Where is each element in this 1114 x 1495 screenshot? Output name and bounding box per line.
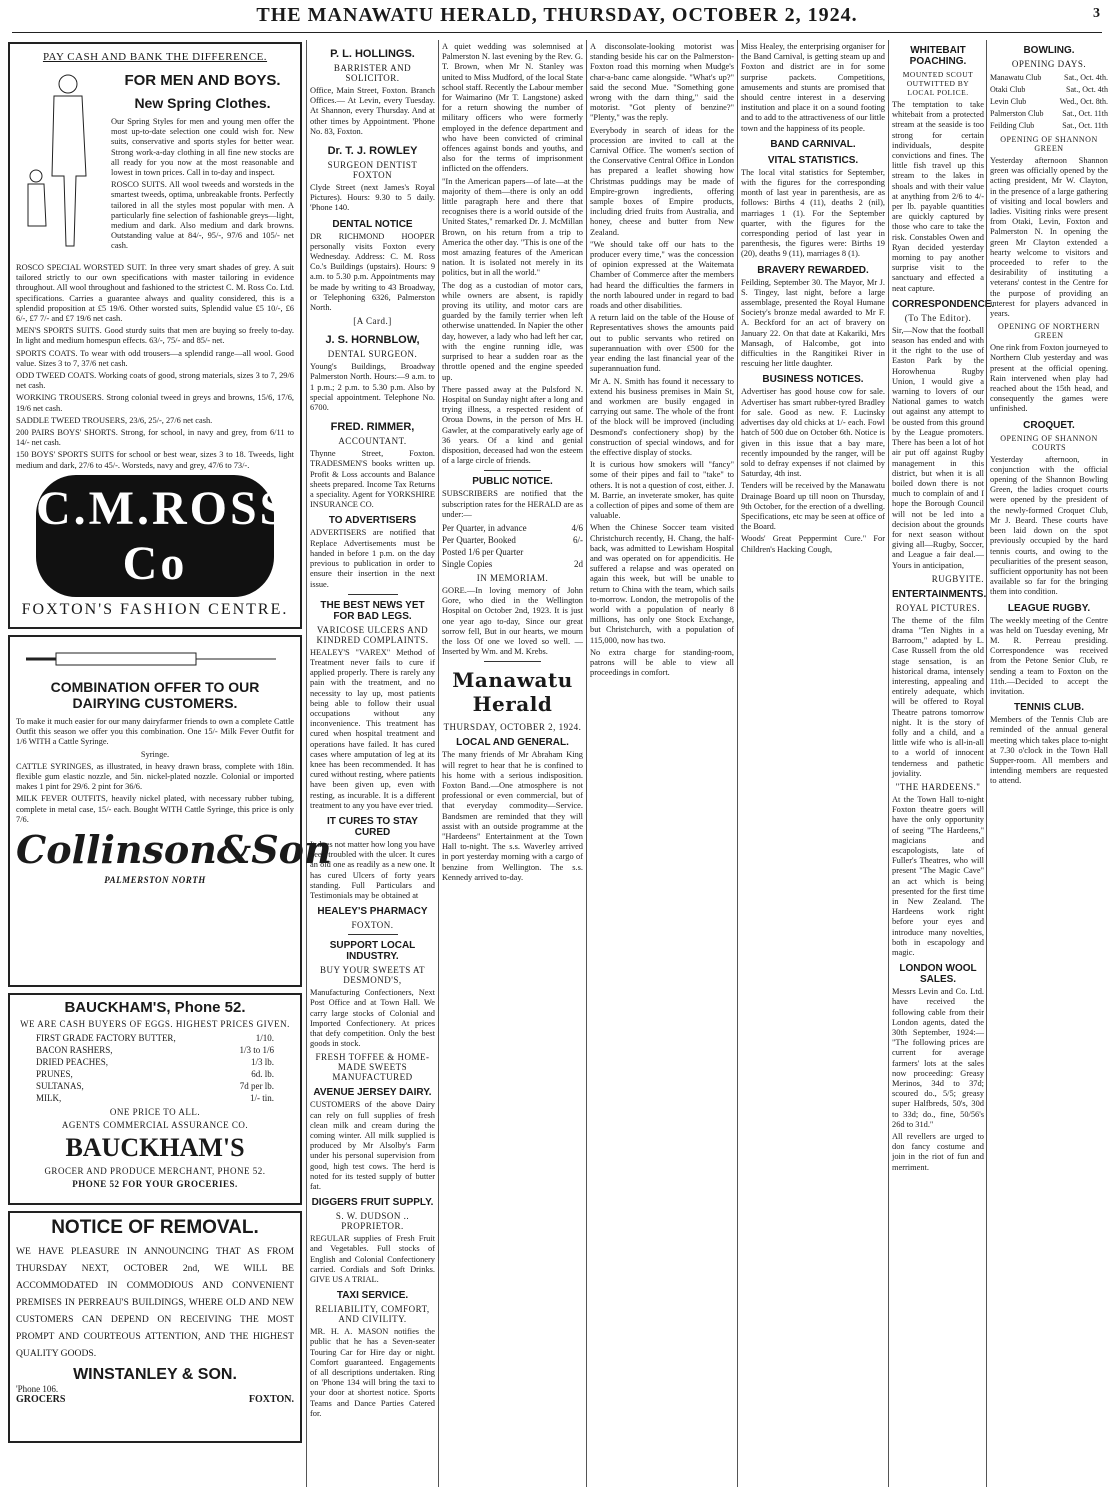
jersey-body: CUSTOMERS of the above Dairy can rely on full supplies of fresh clean milk and cream during the coming winter. All milk supplied is produced by Mr Alsolby's Farm under his personal supervision from good, high test cows. The herd is noted for its tested supply of butter fat. [310,1100,435,1192]
correspondence-title: CORRESPONDENCE. [892,298,995,310]
professional-column [310,40,435,1487]
top-banner: PAY CASH AND BANK THE DIFFERENCE. [42,51,268,63]
price-list [16,1032,294,1104]
business-title: BUSINESS NOTICES. [762,374,864,386]
vital-body: The local vital statistics for September, with the figures for the corresponding month of last year in parenthesis, are as follows: Births 4 (11), deaths 2 (nil), marriages 1 (1). For the September quarter, with the figures for the corresponding period of last year in parenthesis, the figures were: Births 19 (20), deaths 9 (11), marriages 8 (1). [741,167,885,259]
northern-green-body: One rink from Foxton journeyed to Northern Club yesterday and was present at the official opening. Rain intervened when play had reached about the 15th head, and consequently the games were unfinished. [990,343,1108,414]
hollings-sub: BARRISTER AND SOLICITOR. [333,63,412,83]
price-row: SULTANAS, 7d per lb. [36,1081,274,1091]
entertainments-title: ENTERTAINMENTS. [892,588,987,600]
removal-title: NOTICE OF REMOVAL. [51,1217,259,1238]
opening-days: OPENING DAYS. [1011,59,1087,69]
man-and-boy-illustration [16,66,111,261]
grocers-label: GROCERS [16,1394,66,1405]
hardeens-body: At the Town Hall to-night Foxton theatre goers will have the only opportunity of seeing "The Hardeens," magicians and escapologists, late of Fuller's Theatres, who will present "The Magic Cave" an act which is being presented for the first time in New Zealand. The Hardeens work right before your eyes and introduce many novelties, both in escapology and magic. [892,794,984,958]
motorist-item: A disconsolate-looking motorist was standing beside his car on the Palmerston-Foxton road this morning when Mudge's char-a-banc came alongside. "What's up?" said the second Mue. "Something gone wrong with the darn thing," said the motorist. "Got plenty of benzine?" "Plenty," was the reply. [590,42,734,123]
news-column-1 [442,40,583,1487]
sport-column [990,40,1108,1487]
removal-body: WE HAVE PLEASURE IN ANNOUNCING THAT AS FROM THURSDAY NEXT, OCTOBER 2nd, WE WILL BE ACCOMMODATED IN COMMODIOUS AND CONVENIENT PREMISES IN PERREAU'S BUILDINGS, WHERE OLD AND NEW CUSTOMERS CAN DEPEND ON RECEIVING THE MOST PROMPT AND COURTEOUS ATTENTION, AND THE HIGHEST QUALITY GOODS. [16,1246,294,1359]
rimmer-body: Thynne Street, Foxton. TRADESMEN'S books written up. Profit & Loss accounts and Balance sheets prepared. Income Tax Returns a speciality. Agent for YORKSHIRE INSURANCE CO. [310,449,435,510]
club-row: Manawatu Club Sat., Oct. 4th. [990,73,1108,82]
column-divider [986,40,987,1487]
diggers-title: DIGGERS FRUIT SUPPLY. [311,1197,434,1209]
winstanley-name: WINSTANLEY & SON. [73,1366,237,1383]
price-row: DRIED PEACHES, 1/3 lb. [36,1057,274,1067]
ross-item: 200 PAIRS BOYS' SHORTS. Strong, for school, in navy and grey, from 6/11 to 14/- net cash. [16,428,294,448]
tennis-body: Members of the Tennis Club are reminded of the annual general meeting which takes place to-night at 7.30 o'clock in the Town Hall Supper-room. All members and intending members are requested to attend. [990,715,1108,786]
entertainments-body: The theme of the film drama "Ten Nights in a Barroom," adapted by L. Case Russell from the old stage sensation, is an historical drama, intensely interesting, appealing and entirely adequate, which will be offered to Royal Theatre patrons tomorrow night. It is the story of folly and a child, and a little wife who is all-in-all to a world of innocent tenderness and pathetic joviality. [892,615,984,778]
league-body: The weekly meeting of the Centre was held on Tuesday evening, Mr M. R. Perreau presiding. Correspondence was received from the Petone Senior Club, re sending a team to Foxton on the 11th.—Decided to accept the invitation. [990,615,1108,696]
dental-title: DENTAL NOTICE [332,218,413,230]
memoriam-title: IN MEMORIAM. [476,572,549,583]
price-row: MILK, 1/- tin. [36,1093,274,1103]
correspondence-sub: (To The Editor). [904,312,972,323]
badlegs-more: It does not matter how long you have been troubled with the ulcer. It cures an old one as readily as a new one. It has cured Ulcers of forty years standing. Full Particulars and Testimonials may be obtained at [310,839,435,900]
pension-item: A return laid on the table of the House of Representatives shows the amounts paid out to public servants who retired on superannuation with over £500 for the year ending the last financial year of the superannuation fund. [590,313,734,374]
christmas-item: Everybody in search of ideas for the procession are invited to call at the Carnival Office. The women's section of the Conservative Central Office in London has prepared a leaflet showing how Christmas puddings may be made of Empire-grown ingredients, offering sample boxes of Empire products, including dried fruits from Australia, and honey, cheese and butter from New Zealand. [590,125,734,237]
bauckham-advertisement [8,993,302,1205]
shannon-green-body: Yesterday afternoon Shannon green was officially opened by the acting president, Mr W. Clayton, in the presence of a large gathering of visiting and local bowlers and ladies. Visiting rinks were present from Otaki, Levin, Foxton and Palmerston N. In opening the green Mr Clayton extended a hearty welcome to visitors and proceeded to refer to the desirability of instituting a veterans' contest in the Centre for the purpose of providing an interest for players advanced in years. [990,156,1108,319]
clubs-table [990,72,1108,132]
rimmer-title: FRED. RIMMER, [330,421,415,434]
croquet-body: Yesterday afternoon, in conjunction with the official opening of the Shannon Bowling Green, the ladies croquet courts were opened by the president of the newly-formed Croquet Club, Mr J. Beard. These courts have been laid down on the spot previously occupied by the hard tennis courts, and owing to the peculiarities of the present season, sufficient opportunity has not been available so far for the bringing them into condition. [990,454,1108,597]
wedding-item: A quiet wedding was solemnised at Palmerston N. last evening by the Rev. G. T. Brown, when Mr N. Stanley was united to Miss Mudford, of the local State school staff. Recently the Labour member for Waimarino (Mr T. Langstone) asked for a return showing the number of military officers who were formerly employed in the defence department and who have been convicted of criminal offences against bonds and youths, and also for the terms of imprisonment inflicted on the offenders. [442,42,583,174]
diggers-body: REGULAR supplies of Fresh Fruit and Vegetables. Full stocks of English and Colonial Confectionery carried. Cordials and Soft Drinks. GIVE US A TRIAL. [310,1234,435,1285]
page-number: 3 [1093,6,1100,21]
cattle-text: CATTLE SYRINGES, as illustrated, in heavy drawn brass, complete with 18in. flexible gum elastic nozzle, and 5in. nickel-plated nozzle. Colonial or imported makes 1 pint for 29/6. 2 pint for 36/6. [16,761,294,792]
masthead-rule [12,32,1102,33]
ross-item: SADDLE TWEED TROUSERS, 23/6, 25/-, 27/6 net cash. [16,415,213,425]
collinson-logo: Collinson&Son [16,827,332,873]
tennis-title: TENNIS CLUB. [1014,702,1084,714]
taxi-sub: RELIABILITY, COMFORT, AND CIVILITY. [315,1304,430,1325]
revellers-item: All revellers are urged to don fancy costume and join in the riot of fun and merriment. [892,1132,984,1172]
jersey-title: AVENUE JERSEY DAIRY. [313,1087,432,1099]
one-price: ONE PRICE TO ALL. [109,1107,201,1117]
taxi-body: MR. H. A. MASON notifies the public that he has a Seven-seater Touring Car for Hire day or night. Comfort guaranteed. Engagements of all descriptions undertaken. Ring on 'Phone 134 will bring the taxi to your door at shortest notice. Sports Teams and Dance Parties Catered for. [310,1327,435,1418]
column-divider [737,40,738,1487]
herald-nameplate: Manawatu Herald [452,668,573,717]
league-title: LEAGUE RUGBY. [1007,602,1091,614]
column-divider [586,40,587,1487]
ross-item: WORKING TROUSERS. Strong colonial tweed in greys and browns, 15/6, 17/6, 19/6 net cash. [16,393,294,413]
healey-pharmacy: HEALEY'S PHARMACY [317,906,428,918]
hornblow-body: Young's Buildings, Broadway Palmerston North. Hours:—9 a.m. to 1 p.m.; 2 p.m. to 5.30 p.m. Also by special appointment. Telephone No. 6700. [310,362,435,413]
phone-line: PHONE 52 FOR YOUR GROCERIES. [72,1179,238,1189]
support-sub: BUY YOUR SWEETS AT DESMOND'S, [319,965,426,986]
america-item: "In the American papers—of late—at the majority of them—there is only an odd little paragraph here and there that recognises there is a world outside of the United States," remarked Dr. J. McMillan Brown, on his return from a trip to America the other day. "This is one of the most amazing features of the American nation. It is isolated not merely in its politics, but in all the world." [442,176,583,278]
hornblow-title: J. S. HORNBLOW, [325,334,420,347]
dog-item: The dog as a custodian of motor cars, while owners are absent, is rapidly proving its utility, and motor cars are guarded by the family terrier when left otherwise unattended. In Napier the other day, however, a lady who had left her car, with the engine running idle, was surprised to hear a sudden roar as the throttle opened and the engine speeded up. [442,280,583,382]
taxi-title: TAXI SERVICE. [336,1290,409,1302]
obituary-item: There passed away at the Pulsford N. Hospital on Sunday night after a long and trying illness, a respected resident of Oroua Downs, in the person of Mrs H. Gawler, at the comparatively early age of 36 years. Of a kind and genial disposition, deceased had won the esteem of a large circle of friends. [442,384,583,466]
bauckham-name: BAUCKHAM'S [65,1133,245,1162]
ross-item: ODD TWEED COATS. Working coats of good, strong materials, sizes 3 to 7, 29/6 net cash. [16,371,294,391]
carnival-title: BAND CARNIVAL. [770,138,856,150]
club-row: Otaki Club Sat., Oct. 4th [990,85,1108,94]
support-body: Manufacturing Confectioners, Next Post Office and at Town Hall. We carry large stocks of Colonial and Imported Confectionery. At prices that defy competition. Only the best goods in stock. [310,988,435,1049]
foxton-label: FOXTON. [248,1394,294,1405]
business-body: Advertiser has good house cow for sale. Advertiser has smart rubber-tyred Bradley for sale. Good as new. F. Lucinsky advertises day old chicks at 1/- each. Fowl hatch of 500 due on October 6th. Notice is given in this issue that a bay mare, recently impounded by the ranger, will be sold to defray expenses if not claimed by Saturday, 4th inst. [741,387,885,479]
premises-item: Mr A. N. Smith has found it necessary to extend his business premises in Main St, and workmen are busily engaged in carrying out same. The whole of the front of the block will be improved (including Desmond's confectionery shop) by the construction of special windows, and for the effective display of stocks. [590,376,734,457]
intro-text: Our Spring Styles for men and young men offer the most up-to-date selection one could wish for. New suits, conservative and sports styles for better wear. Strong work-a-day clothing in all fine new stocks are all ready for you now at the most reasonable and lowest in town prices. Call in to-day and inspect. [111,117,294,178]
hollings-body: Office, Main Street, Foxton. Branch Offices.— At Levin, every Tuesday. At Shannon, every Thursday. And at other times by Appointment. 'Phone No. 83, Foxton. [310,86,435,136]
carnival-intro: Miss Healey, the enterprising organiser for the Band Carnival, is getting steam up and Foxton and district are in for some surprise packets. Competitions, amusements and stunts are promised that should centre interest in a deserving institution and place it on a sound footing and to add to the attractiveness of our little town and the happiness of its people. [741,42,885,133]
badlegs-body: HEALEY'S "VAREX" Method of Treatment never fails to cure if applied properly. There is rarely any pain with the treatment, and no necessity to lay up, most patients being able to follow their usual occupations without any inconvenience. This treatment has cured when hospital treatment and operations have failed. It has cured cases where amputation of leg at its knee has been recommended. It has cured without resting, where patients have been given up, even with resting, as incurable. It is a different treatment to any you have ever tried. [310,647,435,810]
removal-advertisement [8,1211,302,1443]
bauckham-title: BAUCKHAM'S, Phone 52. [64,999,246,1016]
public-notice-title: PUBLIC NOTICE. [472,476,553,488]
rate-row: Single Copies 2d [442,558,583,569]
whitebait-sub: MOUNTED SCOUT OUTWITTED BY LOCAL POLICE. [902,70,974,97]
bravery-title: BRAVERY REWARDED. [757,264,869,276]
ross-item: SPORTS COATS. To wear with odd trousers—a splendid range—all wool. Good value. Sizes 3 to 7, 37/6 net cash. [16,348,294,368]
smokers-item: It is curious how smokers will "fancy" some of their pipes and fail to "take" to others. It is not a question of cost, either. J. M. Barrie, an inveterate smoker, has quite a collection of pipes and some of them are valuable. [590,460,734,521]
masthead: THE MANAWATU HERALD, THURSDAY, OCTOBER 2, 1924. [256,4,858,26]
rate-row: Per Quarter, Booked 6/- [442,534,583,545]
rate-row: Per Quarter, in advance 4/6 [442,522,583,533]
news-column-4 [892,40,995,1487]
producer-item: "We should take off our hats to the producer every time," was the concession of opinion expressed at the Waitemata Chamber of Commerce after the members had heard the difficulties the farmers in the north laboured under in regard to bad roads and other disabilities. [590,239,734,311]
collinson-headline: COMBINATION OFFER TO OUR DAIRYING CUSTOMERS. [50,679,260,711]
headline: FOR MEN AND BOYS. [124,72,281,89]
ross-footer: FOXTON'S FASHION CENTRE. [21,600,289,618]
collinson-logo-sub: PALMERSTON NORTH [104,875,206,886]
advertisers-title: TO ADVERTISERS [328,515,417,527]
club-row: Palmerston Club Sat., Oct. 11th [990,109,1108,118]
croquet-title: CROQUET. [1023,419,1075,431]
croquet-sub: OPENING OF SHANNON COURTS [1000,433,1098,452]
grocer-line: GROCER AND PRODUCE MERCHANT, PHONE 52. [44,1166,266,1176]
healey-town: FOXTON. [351,920,394,931]
milk-text: MILK FEVER OUTFITS, heavily nickel plated, with necessary rubber tubing, complete in metal case, 15/- each. Bought WITH Cattle Syringe, this price is only 7/6. [16,794,294,824]
memoriam-body: GORE.—In loving memory of John Gore, who died in the Wellington Hospital on October 2nd, 1923. It is just one year ago to-day, Since our great sorrow fell, But in our hearts, we mourn the loss Of one we loved so well. —Inserted by Wm. and M. Krebs. [442,585,583,657]
price-row: PRUNES, 6d. lb. [36,1069,274,1079]
whitebait-title: WHITEBAIT POACHING. [909,45,967,67]
news-column-3 [741,40,885,1487]
subscribers-body: SUBSCRIBERS are notified that the subscription rates for the HERALD are as under:— [442,489,583,519]
rugbyite-signature: RUGBYITE. [931,573,984,584]
ross-item: ROSCO SPECIAL WORSTED SUIT. In three very smart shades of grey. A suit tailored strictly to our own specifications with master tailoring in evidence throughout. All wool throughout and fashioned to the strictest C. M. Ross Co. Ltd. specifications. Carries a guarantee always and quality considered, this is a splendid proposition at £5 19/6. Other worsted suits, Splendid value £5 10/-, £6 6/-, £7 7/- and £7 19/6 net cash. [16,263,294,324]
rowley-body: Clyde Street (next James's Royal Pictures). Hours: 9.30 to 5 daily. 'Phone 140. [310,183,435,213]
badlegs-cures: IT CURES TO STAY CURED [327,815,418,838]
ross-item: 150 BOYS' SPORTS SUITS for school or best wear, sizes 3 to 18. Tweeds, light medium and dark, 27/6 to 45/-. Worsteds, navy and grey, 47/6 to 73/-. [16,450,294,470]
support-title: SUPPORT LOCAL INDUSTRY. [329,940,416,963]
bravery-body: Feilding, September 30. The Mayor, Mr J. S. Tingey, last night, before a large assemblage, presented the Royal Humane Society's bronze medal awarded to Mr F. A. Beckford for an act of bravery on January 22. On that date at Kakariki, Mrs Mansagh, of Halcombe, got into difficulties in the Rangitikei River in rescuing her little daughter. [741,277,885,369]
price-row: FIRST GRADE FACTORY BUTTER, 1/10. [36,1033,274,1043]
agents-line: AGENTS COMMERCIAL ASSURANCE CO. [61,1120,249,1130]
collinson-body: To make it much easier for our many dairyfarmer friends to own a complete Cattle Outfit this season we offer you this combination. One 15/- Milk Fever Outfit for 1/6 WITH a Cattle Syringe. [16,717,294,747]
club-row: Levin Club Wed., Oct. 8th. [990,97,1108,106]
hollings-title: P. L. HOLLINGS. [330,48,415,60]
dental-body: DR RICHMOND HOOPER personally visits Foxton every Wednesday. Address: C. M. Ross Co.'s Buildings (upstairs). Hours: 9 a.m. to 5.30 p.m. Appointments may be made by writing to 43 Broadway, or Telephoning 6326, Palmerston North. [310,231,435,313]
shannon-green-title: OPENING OF SHANNON GREEN [1000,135,1098,153]
news-column-2 [590,40,734,1487]
column-divider [888,40,889,1487]
advertisers-body: ADVERTISERS are notified that Replace Advertisements must be handed in before 1 p.m. on the day previous to publication in order to ensure their insertion in the next issue. [310,528,435,589]
support-foot: FRESH TOFFEE & HOME-MADE SWEETS MANUFACTURED [315,1052,430,1083]
herald-date: THURSDAY, OCTOBER 2, 1924. [443,722,582,733]
rowley-sub: SURGEON DENTIST FOXTON [327,160,418,181]
diggers-sub: S. W. DUDSON .. PROPRIETOR. [335,1211,410,1232]
local-general-title: LOCAL AND GENERAL. [456,737,569,749]
rowley-title: Dr. T. J. ROWLEY [327,145,418,158]
royal-pictures: ROYAL PICTURES. [895,602,981,613]
woods-item: Woods' Great Peppermint Cure." For Children's Hacking Cough, [741,534,885,554]
chinese-team-item: When the Chinese Soccer team visited Christchurch recently, H. Chang, the half-back, was admitted to Lewisham Hospital and was operated on for appendicitis. He suffered a relapse and was operated on again this week, but will be unable to return to China with the team, which sails to-morrow. London, the metropolis of the world with a population of nearly 8 millions, has only one Stock Exchange, but Christchurch, with a population of 115,000, now has two. [590,523,734,645]
column-divider [438,40,439,1487]
club-row: Feilding Club Sat., Oct. 11th [990,121,1108,130]
ross-item: MEN'S SPORTS SUITS. Good sturdy suits that men are buying so freely to-day. In light and medium homespun effects. 63/-, 75/- and 85/- net. [16,326,294,346]
hornblow-sub: DENTAL SURGEON. [327,349,418,360]
badlegs-sub: VARICOSE ULCERS AND KINDRED COMPLAINTS. [316,624,429,645]
rates-table [442,522,583,570]
whitebait-body: The temptation to take whitebait from a protected stream at the seaside is too strong for certain individuals, despite convictions and fines. The little fish travel up this stream to the lakes in shoals and with their value at anything from 2/6 to 4/- per lb. payable quantities are quickly captured by those who care to take the risk. Constables Owen and Ryan decided yesterday morning to pay another surprise visit to the sanctuary and effected a neat capture. [892,100,984,293]
collinson-advertisement [8,635,332,987]
syringe-label: Syringe. [140,749,170,759]
local-general-body: The many friends of Mr Abraham King will regret to hear that he is confined to his home with a serious indisposition. Foxton Band.—One atmosphere is not professional or even commercial, but of that everyday commodity—Service. Bandsmen are reminded that they will assist with an outside programme at the "Hardeens" Entertainment at the Town Hall to-night. The s.s. Waverley arrived in port yesterday morning with a cargo of benzine from Wellington. The s.s. Kennedy arrived to-day. [442,750,583,882]
wool-body: Messrs Levin and Co. Ltd. have received the following cable from their London agents, dated the 30th September, 1924:— "The following prices are current for average farmers' lots at the sales now proceeding: Greasy Merinos, 34d to 37d; scoured do., 5/5; greasy super Halfbreds, 50's, 30d to 33d; do., fine, 50/56's 26d to 31d." [892,987,984,1129]
wool-title: LONDON WOOL SALES. [899,963,977,986]
card-label: [A Card.] [353,316,392,327]
rimmer-sub: ACCOUNTANT. [338,436,407,447]
column-divider [306,40,307,1487]
correspondence-body: Sir,—Now that the football season has ended and with it the right to the use of Easton Park by the Horowhenua Rugby Union, I would give a warning to lovers of our National games to watch out against any attempt to be ousted from this ground by the League promoters. There has been a lot of hot air put off against Rugby management in this district, but when it is all boiled down there is not much to complain of and I hope the Borough Council will not be led into a decision about the grounds for next season without giving all—Rugby, Soccer, and League a fair deal.—Yours in anticipation, [892,325,984,570]
bowling-title: BOWLING. [1023,45,1075,56]
northern-green-title: OPENING OF NORTHERN GREEN [998,322,1100,341]
ross-advertisement [8,42,302,629]
price-row: BACON RASHERS, 1/3 to 1/6 [36,1045,274,1055]
vital-title: VITAL STATISTICS. [767,154,859,166]
no-charge-item: No extra charge for standing-room, patrons will be able to view all proceedings in comfort. [590,647,734,678]
rosco-text: ROSCO SUITS. All wool tweeds and worsteds in the smartest tweeds, optima, unbreakable fronts. Perfectly tailored in all the styles most popular with men. A particularly fine selection of fashionable greys—light, medium and dark. Also medium and dark browns. Outstanding value at 84/-, 95/-, 97/6 and 105/- net cash. [111,180,294,251]
hardeens-title: "THE HARDEENS." [895,781,981,792]
rate-row: Posted 1/6 per Quarter [442,546,524,557]
advertisement-column [6,40,332,1487]
bauckham-intro: WE ARE CASH BUYERS OF EGGS. HIGHEST PRICES GIVEN. [20,1019,290,1029]
subhead: New Spring Clothes. [134,95,271,111]
winstanley-phone: 'Phone 106. [16,1384,59,1394]
ross-logo: C.M.ROSS Co [36,475,274,597]
badlegs-title: THE BEST NEWS YET FOR BAD LEGS. [320,599,425,622]
syringe-illustration [16,641,294,679]
tenders-item: Tenders will be received by the Manawatu Drainage Board up till noon on Thursday, 9th October, for the erection of a dwelling. Specifications, etc may be seen at office of the Board. [741,481,885,532]
